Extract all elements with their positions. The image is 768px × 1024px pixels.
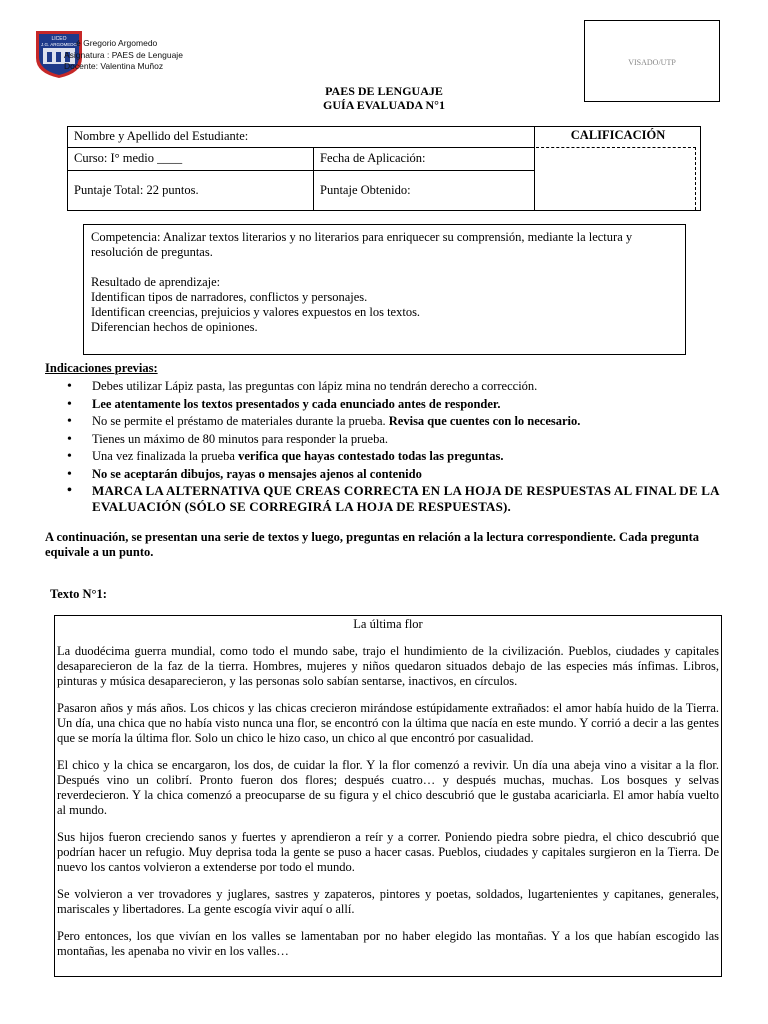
indicaciones-list xyxy=(45,378,735,515)
competence-box xyxy=(83,224,686,355)
story-paragraph: Sus hijos fueron creciendo sanos y fuertes y aprendieron a reír y a correr. Poniendo piedra sobre piedra, el chico descubrió que podrían hacer un refugio. Muy deprisa toda la gente se puso a hacer casas. Pueblos, ciudades y capitales surgieron en la Tierra. De nuevo los cantos volvieron a extenderse por todo el mundo. xyxy=(57,830,719,874)
resultado-item: Identifican tipos de narradores, conflictos y personajes. xyxy=(91,290,368,304)
intro-text: A continuación, se presentan una serie de textos y luego, preguntas en relación a la lectura correspondiente. Cada pregunta equivale a un punto. xyxy=(45,530,700,559)
story-box xyxy=(54,615,722,977)
list-item: • Debes utilizar Lápiz pasta, las preguntas con lápiz mina no tendrán derecho a corrección. xyxy=(45,378,735,396)
visado-label: VISADO/UTP xyxy=(628,58,676,67)
calificacion-label: CALIFICACIÓN xyxy=(570,128,666,142)
story-paragraph: Se volvieron a ver trovadores y juglares, sastres y zapateros, pintores y poetas, soldados, lugartenientes y capitanes, generales, mariscales y libertadores. La gente escogía vivir aquí o allí. xyxy=(57,887,719,916)
list-item: • Una vez finalizada la prueba verifica que hayas contestado todas las preguntas. xyxy=(45,448,735,466)
puntaje-total: Puntaje Total: 22 puntos. xyxy=(74,183,199,197)
story-paragraph: La duodécima guerra mundial, como todo el mundo sabe, trajo el hundimiento de la civilización. Pueblos, ciudades y capitales desaparecieron de la faz de la tierra. Hombres, mujeres y niños quedaron situados debajo de las especies más ínfimas. Libros, pinturas y música desaparecieron, y las personas solo sabían sentarse, inactivos, en círculos. xyxy=(57,644,719,688)
fecha-field[interactable]: Fecha de Aplicación: xyxy=(320,151,426,165)
student-name-field[interactable]: Nombre y Apellido del Estudiante: xyxy=(74,129,249,143)
list-item: • MARCA LA ALTERNATIVA QUE CREAS CORRECTA EN LA HOJA DE RESPUESTAS AL FINAL DE LA EVALUACIÓN (SÓLO SE CORREGIRÁ LA HOJA DE RESPUESTAS). xyxy=(45,483,735,515)
logo-text-mid: J.G. ARGOMEDO xyxy=(40,42,78,47)
resultado-title: Resultado de aprendizaje: xyxy=(91,275,221,289)
story-paragraph: Pasaron años y más años. Los chicos y las chicas crecieron mirándose estúpidamente extrañados: el amor había huido de la Tierra. Un día, una chica que no había visto nunca una flor, se encontró con la última que nacía en este mundo. Y corrió a decir a las gentes que se moría la última flor. Solo un chico le hizo caso, un chico al que encontró por casualidad. xyxy=(57,701,719,745)
teacher-line: Docente: Valentina Muñoz xyxy=(64,61,164,71)
curso-field[interactable]: Curso: I° medio ____ xyxy=(74,151,183,165)
resultado-item: Diferencian hechos de opiniones. xyxy=(91,320,258,334)
puntaje-obtenido-field[interactable]: Puntaje Obtenido: xyxy=(320,183,411,197)
resultado-item: Identifican creencias, prejuicios y valores expuestos en los textos. xyxy=(91,305,421,319)
student-info-table xyxy=(67,126,701,211)
competencia-text: Competencia: Analizar textos literarios y no literarios para enriquecer su comprensión, mediante la lectura y resolución de preguntas. xyxy=(91,230,633,259)
list-item: • No se aceptarán dibujos, rayas o mensajes ajenos al contenido xyxy=(45,466,735,484)
indicaciones-title: Indicaciones previas: xyxy=(45,361,158,375)
title-line-1: PAES DE LENGUAJE xyxy=(325,84,443,98)
list-item: • Lee atentamente los textos presentados y cada enunciado antes de responder. xyxy=(45,396,735,414)
subject-line: Asignatura : PAES de Lenguaje xyxy=(64,49,183,60)
title-line-2: GUÍA EVALUADA N°1 xyxy=(323,98,445,112)
logo-text-top: LICEO xyxy=(51,36,67,42)
story-paragraph: El chico y la chica se encargaron, los dos, de cuidar la flor. Y la flor comenzó a revivir. Un día una abeja vino a visitar a la flor. Después vino un colibrí. Pronto fueron dos flores; después cuatro… y después muchas, muchas. Los bosques y selvas reverdecieron. Y la chica comenzó a preocuparse de su figura y el chico descubrió que le gustaba acariciarla. El amor había vuelto al mundo. xyxy=(57,758,719,817)
story-paragraph: Pero entonces, los que vivían en los valles se lamentaban por no haber elegido las montañas. Y a los que habían escogido las montañas, les apenaba no vivir en los valles… xyxy=(57,929,719,958)
school-name: é Gregorio Argomedo xyxy=(76,38,158,48)
header-info xyxy=(62,38,183,73)
story-title: La última flor xyxy=(353,617,423,631)
texto-label: Texto N°1: xyxy=(50,587,107,601)
page-title xyxy=(0,84,768,112)
list-item: • No se permite el préstamo de materiales durante la prueba. Revisa que cuentes con lo necesario. xyxy=(45,413,735,431)
list-item: • Tienes un máximo de 80 minutos para responder la prueba. xyxy=(45,431,735,449)
